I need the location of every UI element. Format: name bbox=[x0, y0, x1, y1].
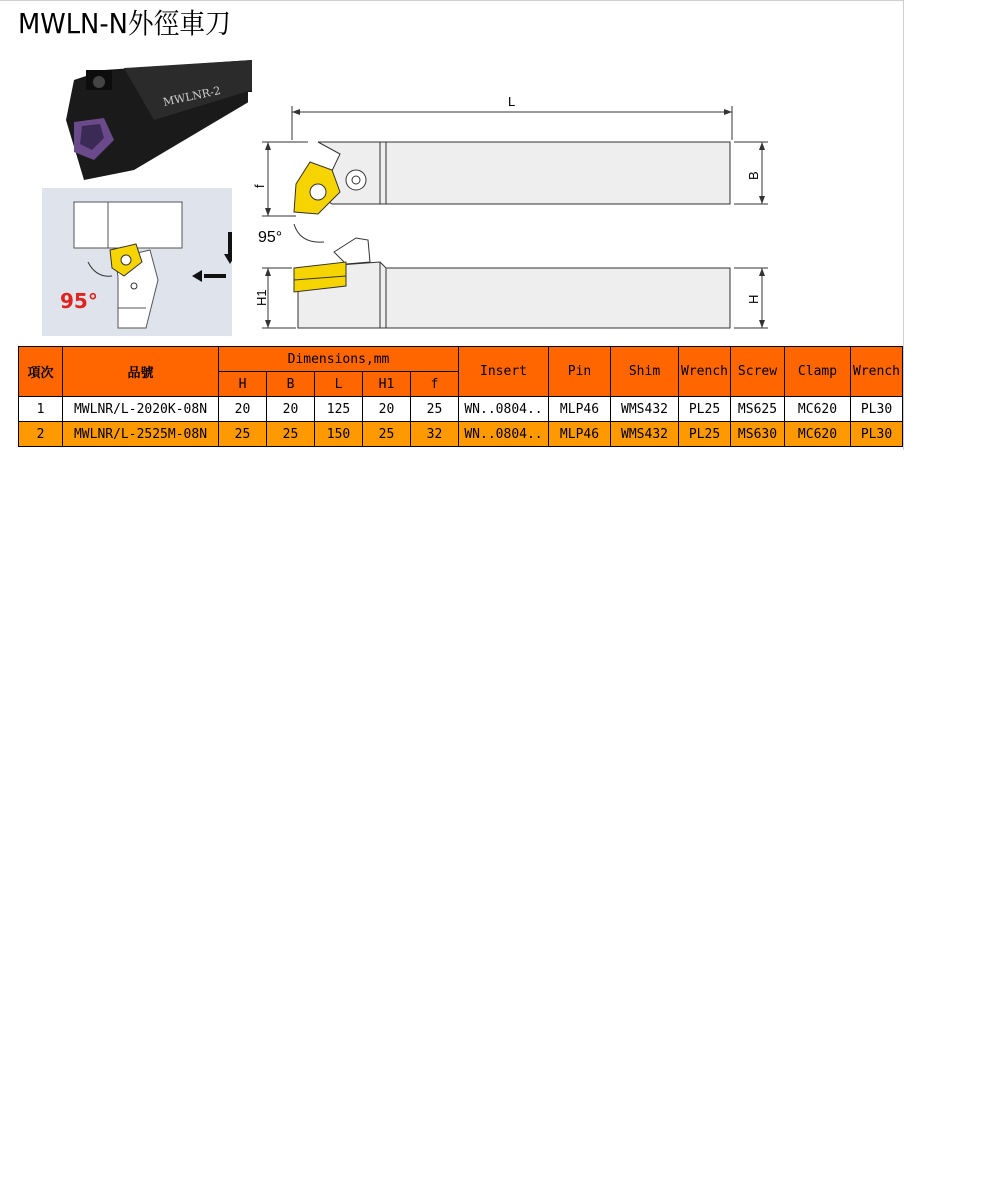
header-dim-L: L bbox=[315, 372, 363, 397]
cell-B: 20 bbox=[267, 397, 315, 422]
dim-H1-label: H1 bbox=[254, 289, 269, 306]
dim-f-label: f bbox=[252, 184, 267, 188]
cell-pin: MLP46 bbox=[549, 397, 611, 422]
cell-wrench-2: PL30 bbox=[851, 422, 903, 447]
spec-table bbox=[18, 346, 903, 447]
dim-B-label: B bbox=[746, 171, 761, 180]
cell-insert: WN..0804.. bbox=[459, 397, 549, 422]
dim-H-label: H bbox=[746, 294, 761, 304]
cell-shim: WMS432 bbox=[611, 422, 679, 447]
cell-H: 25 bbox=[219, 422, 267, 447]
cell-item: 2 bbox=[19, 422, 63, 447]
cell-f: 32 bbox=[411, 422, 459, 447]
cell-clamp: MC620 bbox=[785, 397, 851, 422]
photo-label: MWLNR-2 bbox=[161, 84, 222, 109]
dim-L-label: L bbox=[508, 94, 516, 109]
header-dim-H: H bbox=[219, 372, 267, 397]
header-dim-H1: H1 bbox=[363, 372, 411, 397]
header-model: 品號 bbox=[63, 347, 219, 397]
cell-item: 1 bbox=[19, 397, 63, 422]
cell-model: MWLNR/L-2525M-08N bbox=[63, 422, 219, 447]
cell-H1: 25 bbox=[363, 422, 411, 447]
small-angle-label: 95° bbox=[60, 289, 98, 313]
table-row bbox=[19, 397, 903, 422]
cell-pin: MLP46 bbox=[549, 422, 611, 447]
small-diagram bbox=[42, 188, 232, 336]
header-dimensions: Dimensions,mm bbox=[219, 347, 459, 372]
cell-model: MWLNR/L-2020K-08N bbox=[63, 397, 219, 422]
cell-screw: MS630 bbox=[731, 422, 785, 447]
cell-clamp: MC620 bbox=[785, 422, 851, 447]
cell-screw: MS625 bbox=[731, 397, 785, 422]
header-item: 項次 bbox=[19, 347, 63, 397]
cell-B: 25 bbox=[267, 422, 315, 447]
cell-wrench-2: PL30 bbox=[851, 397, 903, 422]
cell-wrench: PL25 bbox=[679, 422, 731, 447]
cell-H1: 20 bbox=[363, 397, 411, 422]
header-dim-f: f bbox=[411, 372, 459, 397]
product-photo bbox=[64, 60, 252, 186]
cell-f: 25 bbox=[411, 397, 459, 422]
cell-L: 125 bbox=[315, 397, 363, 422]
cell-wrench: PL25 bbox=[679, 397, 731, 422]
header-wrench-2: Wrench bbox=[851, 347, 903, 397]
header-clamp: Clamp bbox=[785, 347, 851, 397]
header-wrench: Wrench bbox=[679, 347, 731, 397]
cell-L: 150 bbox=[315, 422, 363, 447]
technical-drawing bbox=[248, 92, 773, 337]
header-screw: Screw bbox=[731, 347, 785, 397]
header-dim-B: B bbox=[267, 372, 315, 397]
header-pin: Pin bbox=[549, 347, 611, 397]
cell-H: 20 bbox=[219, 397, 267, 422]
cell-insert: WN..0804.. bbox=[459, 422, 549, 447]
cell-shim: WMS432 bbox=[611, 397, 679, 422]
page-title: MWLN-N外徑車刀 bbox=[18, 7, 231, 40]
big-angle-label: 95° bbox=[258, 229, 283, 246]
header-shim: Shim bbox=[611, 347, 679, 397]
table-header-row bbox=[19, 347, 903, 372]
table-row bbox=[19, 422, 903, 447]
header-insert: Insert bbox=[459, 347, 549, 397]
